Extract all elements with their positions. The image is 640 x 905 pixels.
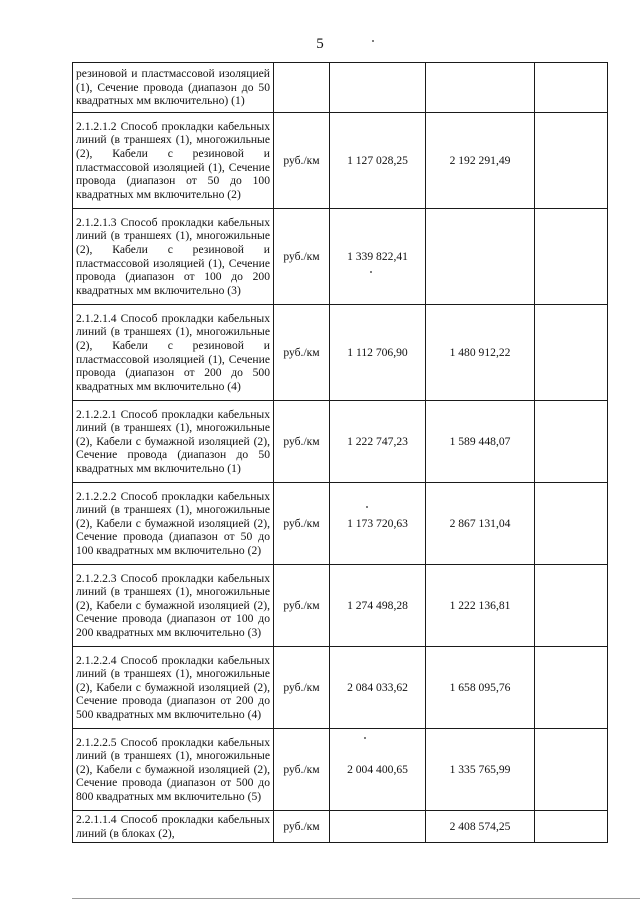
table-row	[73, 113, 608, 209]
row-description: 2.1.2.2.3 Способ прокладки кабельных линий (в траншеях (1), многожильные (2), Кабели с бумажной изоляцией (2), Сечение провода (диапазон от 100 до 200 квадратных мм включительно (3)	[73, 565, 274, 647]
row-unit	[274, 63, 330, 113]
row-value-1	[330, 811, 426, 843]
row-unit: руб./км	[274, 401, 330, 483]
row-unit: руб./км	[274, 305, 330, 401]
row-value-1: 2 004 400,65	[330, 729, 426, 811]
table-row	[73, 811, 608, 843]
row-description: 2.1.2.1.2 Способ прокладки кабельных линий (в траншеях (1), многожильные (2), Кабели с резиновой и пластмассовой изоляцией (1), Сечение провода (диапазон от 50 до 100 квадратных мм включительно (2)	[73, 113, 274, 209]
row-value-2: 1 658 095,76	[426, 647, 535, 729]
page-number: 5	[316, 36, 324, 52]
row-value-3	[535, 647, 608, 729]
row-value-1: 2 084 033,62	[330, 647, 426, 729]
row-value-3	[535, 729, 608, 811]
row-value-1: 1 112 706,90	[330, 305, 426, 401]
row-value-3	[535, 483, 608, 565]
row-value-2	[426, 209, 535, 305]
table-row	[73, 209, 608, 305]
row-unit: руб./км	[274, 647, 330, 729]
row-description: 2.1.2.2.1 Способ прокладки кабельных линий (в траншеях (1), многожильные (2), Кабели с бумажной изоляцией (2), Сечение провода (диапазон до 50 квадратных мм включительно (1)	[73, 401, 274, 483]
table-row	[73, 63, 608, 113]
scan-speck	[372, 40, 374, 42]
table-row	[73, 565, 608, 647]
row-value-2	[426, 63, 535, 113]
row-description: 2.1.2.2.2 Способ прокладки кабельных линий (в траншеях (1), многожильные (2), Кабели с бумажной изоляцией (2), Сечение провода (диапазон от 50 до 100 квадратных мм включительно (2)	[73, 483, 274, 565]
row-value-2: 1 480 912,22	[426, 305, 535, 401]
row-value-2: 2 867 131,04	[426, 483, 535, 565]
row-value-1: 1 339 822,41	[330, 209, 426, 305]
row-unit: руб./км	[274, 113, 330, 209]
row-value-3	[535, 811, 608, 843]
row-value-1	[330, 63, 426, 113]
row-value-3	[535, 305, 608, 401]
row-value-2: 1 335 765,99	[426, 729, 535, 811]
row-unit: руб./км	[274, 483, 330, 565]
row-unit: руб./км	[274, 811, 330, 843]
row-value-3	[535, 63, 608, 113]
table-row	[73, 483, 608, 565]
row-value-2: 2 192 291,49	[426, 113, 535, 209]
row-value-3	[535, 113, 608, 209]
row-description: 2.1.2.1.4 Способ прокладки кабельных линий (в траншеях (1), многожильные (2), Кабели с резиновой и пластмассовой изоляцией (1), Сечение провода (диапазон от 200 до 500 квадратных мм включительно (4)	[73, 305, 274, 401]
scan-edge-line	[72, 898, 640, 899]
table-row	[73, 305, 608, 401]
row-description: 2.1.2.1.3 Способ прокладки кабельных линий (в траншеях (1), многожильные (2), Кабели с резиновой и пластмассовой изоляцией (1), Сечение провода (диапазон от 100 до 200 квадратных мм включительно (3)	[73, 209, 274, 305]
row-value-1: 1 173 720,63	[330, 483, 426, 565]
table-row	[73, 401, 608, 483]
tariff-table	[72, 62, 608, 843]
row-unit: руб./км	[274, 209, 330, 305]
row-value-3	[535, 401, 608, 483]
row-value-1: 1 274 498,28	[330, 565, 426, 647]
row-description: резиновой и пластмассовой изоляцией (1), Сечение провода (диапазон до 50 квадратных мм включительно) (1)	[73, 63, 274, 113]
row-value-3	[535, 565, 608, 647]
row-value-2: 1 222 136,81	[426, 565, 535, 647]
table-row	[73, 729, 608, 811]
row-value-2: 2 408 574,25	[426, 811, 535, 843]
row-description: 2.1.2.2.4 Способ прокладки кабельных линий (в траншеях (1), многожильные (2), Кабели с бумажной изоляцией (2), Сечение провода (диапазон от 200 до 500 квадратных мм включительно (4)	[73, 647, 274, 729]
row-value-3	[535, 209, 608, 305]
row-unit: руб./км	[274, 565, 330, 647]
row-value-1: 1 222 747,23	[330, 401, 426, 483]
row-description: 2.2.1.1.4 Способ прокладки кабельных линий (в блоках (2),	[73, 811, 274, 843]
row-description: 2.1.2.2.5 Способ прокладки кабельных линий (в траншеях (1), многожильные (2), Кабели с бумажной изоляцией (2), Сечение провода (диапазон от 500 до 800 квадратных мм включительно (5)	[73, 729, 274, 811]
table-row	[73, 647, 608, 729]
row-unit: руб./км	[274, 729, 330, 811]
row-value-1: 1 127 028,25	[330, 113, 426, 209]
row-value-2: 1 589 448,07	[426, 401, 535, 483]
